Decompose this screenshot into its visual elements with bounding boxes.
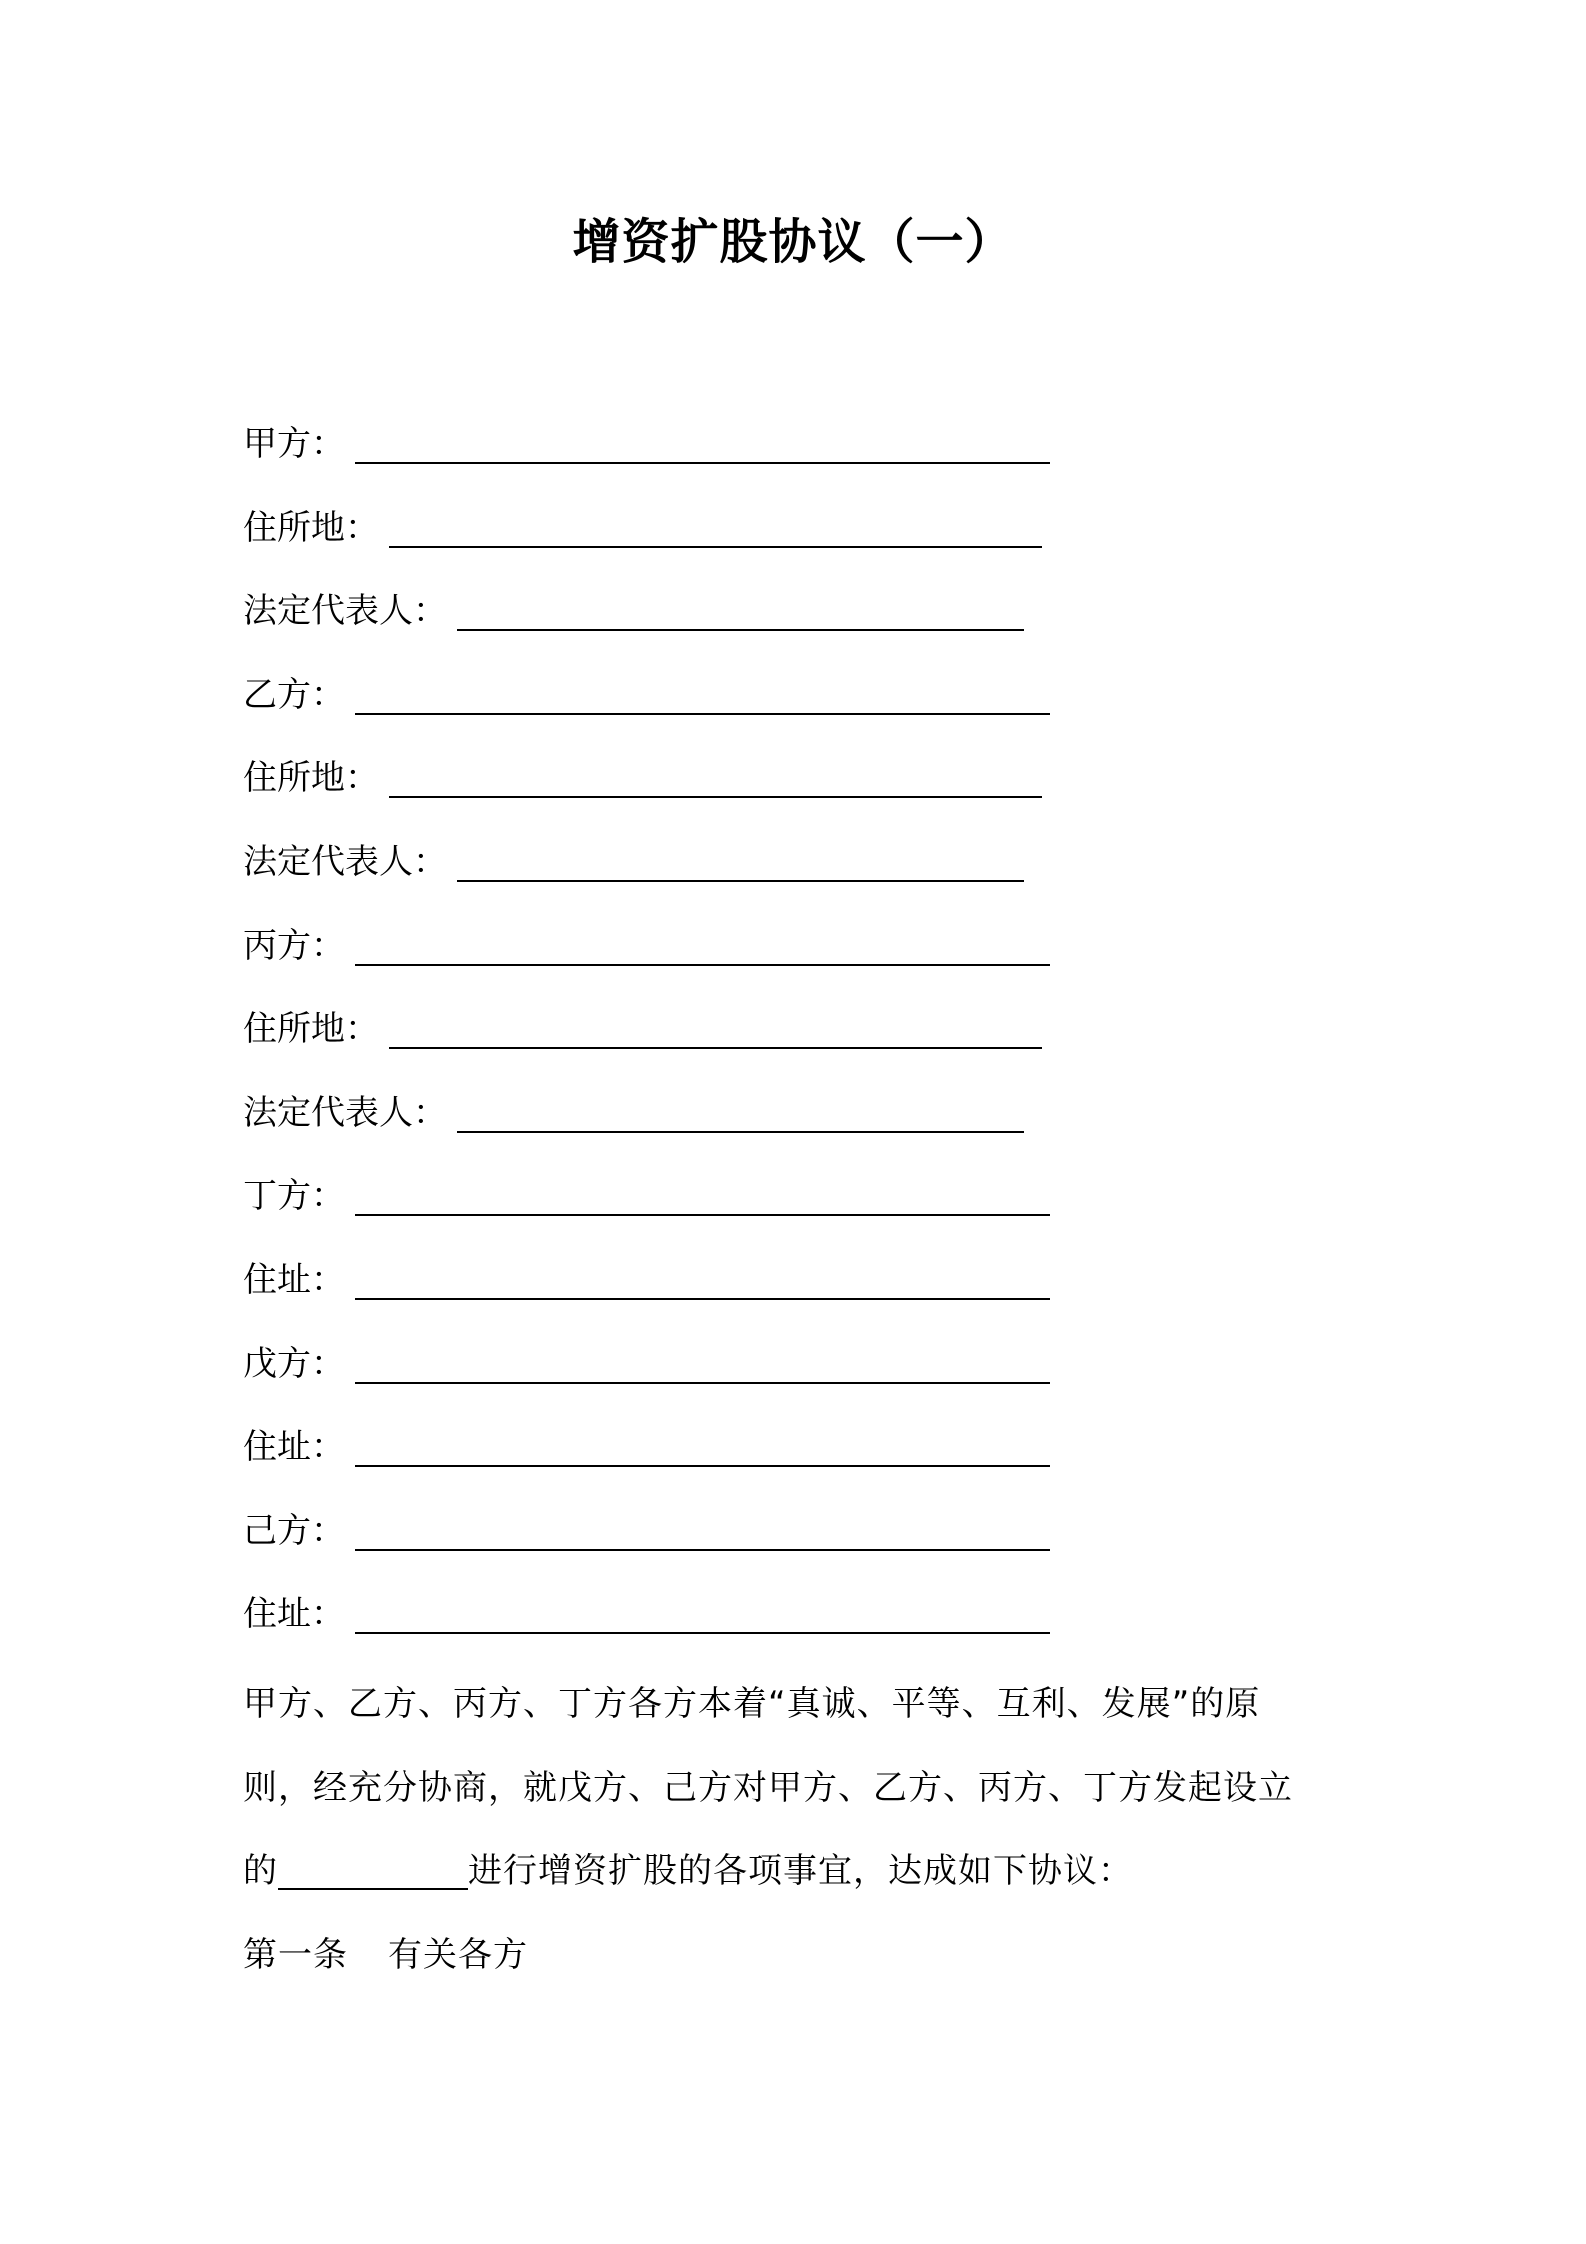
fill-blank bbox=[355, 414, 1050, 464]
party-e-address-line bbox=[243, 1417, 1363, 1501]
field-label: 住址： bbox=[243, 1427, 345, 1468]
party-e-line bbox=[243, 1334, 1363, 1418]
fill-blank bbox=[389, 498, 1042, 548]
fill-blank bbox=[457, 832, 1024, 882]
preamble-line: 甲方、乙方、丙方、丁方各方本着“真诚、平等、互利、发展”的原 bbox=[243, 1684, 1261, 1724]
article-heading bbox=[243, 1914, 1355, 1998]
party-a-address-line bbox=[243, 498, 1363, 582]
article-number: 第一条 bbox=[243, 1934, 348, 1975]
field-label: 住所地： bbox=[243, 1009, 379, 1050]
field-label: 法定代表人： bbox=[243, 1092, 447, 1133]
field-label: 戊方： bbox=[243, 1343, 345, 1384]
party-b-representative-line bbox=[243, 832, 1363, 916]
fill-blank bbox=[355, 916, 1050, 966]
field-label: 住所地： bbox=[243, 507, 379, 548]
party-a-line bbox=[243, 414, 1363, 498]
party-f-address-line bbox=[243, 1584, 1363, 1668]
fill-blank bbox=[355, 1250, 1050, 1300]
field-label: 住所地： bbox=[243, 758, 379, 799]
preamble-line bbox=[243, 1830, 1355, 1914]
field-label: 丁方： bbox=[243, 1176, 345, 1217]
preamble-suffix: 进行增资扩股的各项事宜，达成如下协议： bbox=[468, 1851, 1133, 1891]
fill-blank bbox=[389, 999, 1042, 1049]
party-b-address-line bbox=[243, 748, 1363, 832]
field-label: 甲方： bbox=[243, 424, 345, 464]
article-title: 有关各方 bbox=[388, 1934, 528, 1975]
field-label: 住址： bbox=[243, 1594, 345, 1635]
fill-blank bbox=[355, 1166, 1050, 1216]
fill-blank bbox=[457, 1083, 1024, 1133]
fill-blank bbox=[355, 1584, 1050, 1634]
party-d-line bbox=[243, 1166, 1363, 1250]
party-c-representative-line bbox=[243, 1083, 1363, 1167]
fill-blank bbox=[355, 1501, 1050, 1551]
party-c-address-line bbox=[243, 999, 1363, 1083]
fill-blank bbox=[457, 581, 1024, 631]
field-label: 法定代表人： bbox=[243, 591, 447, 632]
party-f-line bbox=[243, 1501, 1363, 1585]
party-list bbox=[243, 414, 1363, 1668]
party-a-representative-line bbox=[243, 581, 1363, 665]
field-label: 乙方： bbox=[243, 674, 345, 715]
party-b-line bbox=[243, 665, 1363, 749]
field-label: 住址： bbox=[243, 1259, 345, 1300]
fill-blank bbox=[355, 665, 1050, 715]
fill-blank bbox=[389, 748, 1042, 798]
party-c-line bbox=[243, 916, 1363, 1000]
company-name-blank bbox=[278, 1840, 468, 1890]
preamble-line: 则，经充分协商，就戊方、己方对甲方、乙方、丙方、丁方发起设立 bbox=[243, 1767, 1293, 1808]
fill-blank bbox=[355, 1417, 1050, 1467]
field-label: 丙方： bbox=[243, 925, 345, 966]
party-d-address-line bbox=[243, 1250, 1363, 1334]
preamble-section bbox=[243, 1663, 1355, 1997]
document-title: 增资扩股协议（一） bbox=[572, 214, 1014, 270]
preamble-prefix: 的 bbox=[243, 1851, 278, 1891]
field-label: 法定代表人： bbox=[243, 841, 447, 882]
fill-blank bbox=[355, 1334, 1050, 1384]
field-label: 己方： bbox=[243, 1510, 345, 1551]
